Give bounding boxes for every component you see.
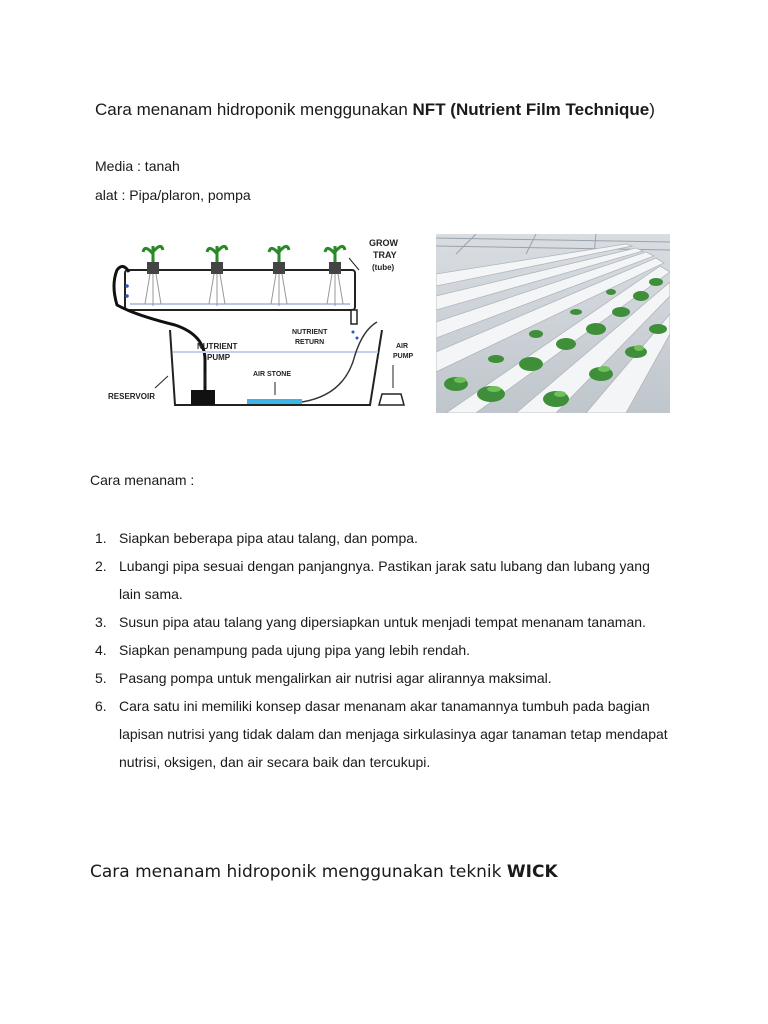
title-prefix: Cara menanam hidroponik menggunakan teknik [90, 862, 507, 882]
grow-tray-label: GROW [369, 238, 398, 248]
title-prefix: Cara menanam hidroponik menggunakan [95, 100, 413, 119]
list-text: Lubangi pipa sesuai dengan panjangnya. Pastikan jarak satu lubang dan lubang yang lain sama. [119, 558, 650, 602]
list-number: 5. [95, 670, 107, 686]
section-title-wick [90, 862, 558, 882]
nutrient-pump-label: NUTRIENT [197, 342, 238, 351]
grow-tray-label: (tube) [372, 263, 395, 272]
steps-list [95, 524, 675, 776]
reservoir-label: RESERVOIR [108, 392, 155, 401]
nutrient-pump [191, 390, 215, 405]
list-number: 4. [95, 642, 107, 658]
list-number: 6. [95, 698, 107, 714]
alat-line: alat : Pipa/plaron, pompa [95, 187, 251, 203]
title-bold: NFT (Nutrient Film Technique [412, 100, 650, 119]
list-text: Cara satu ini memiliki konsep dasar menanam akar tanamannya tumbuh pada bagian lapisan nutrisi yang tidak dalam dan menjaga sirkulasinya agar tanaman tetap mendapat nutrisi, oksigen, dan air secara baik dan tercukupi. [119, 698, 668, 770]
cara-menanam-label: Cara menanam : [90, 472, 195, 488]
air-pump [379, 394, 404, 405]
air-stone [247, 399, 302, 404]
list-text: Pasang pompa untuk mengalirkan air nutrisi agar alirannya maksimal. [119, 670, 552, 686]
media-line: Media : tanah [95, 158, 180, 174]
nutrient-return-label: RETURN [295, 339, 325, 346]
air-pump-label: AIR [396, 343, 409, 350]
list-number: 1. [95, 530, 107, 546]
title-suffix: ) [649, 100, 655, 119]
grow-tray-label: TRAY [373, 250, 397, 260]
nft-diagram [95, 230, 415, 415]
nutrient-return-label: NUTRIENT [292, 329, 328, 336]
list-number: 2. [95, 558, 107, 574]
list-text: Siapkan penampung pada ujung pipa yang lebih rendah. [119, 642, 471, 658]
nutrient-pump-label: PUMP [207, 353, 231, 362]
list-number: 3. [95, 614, 107, 630]
list-item [95, 608, 675, 636]
list-text: Siapkan beberapa pipa atau talang, dan pompa. [119, 530, 418, 546]
list-item [95, 664, 675, 692]
list-item [95, 692, 675, 776]
list-item [95, 636, 675, 664]
list-text: Susun pipa atau talang yang dipersiapkan untuk menjadi tempat menanam tanaman. [119, 614, 646, 630]
section-title-nft [95, 100, 655, 120]
list-item [95, 524, 675, 552]
air-stone-label: AIR STONE [253, 371, 291, 378]
air-pump-label: PUMP [393, 353, 414, 360]
list-item [95, 552, 675, 608]
title-bold: WICK [506, 862, 558, 882]
hydroponic-photo [436, 234, 670, 413]
